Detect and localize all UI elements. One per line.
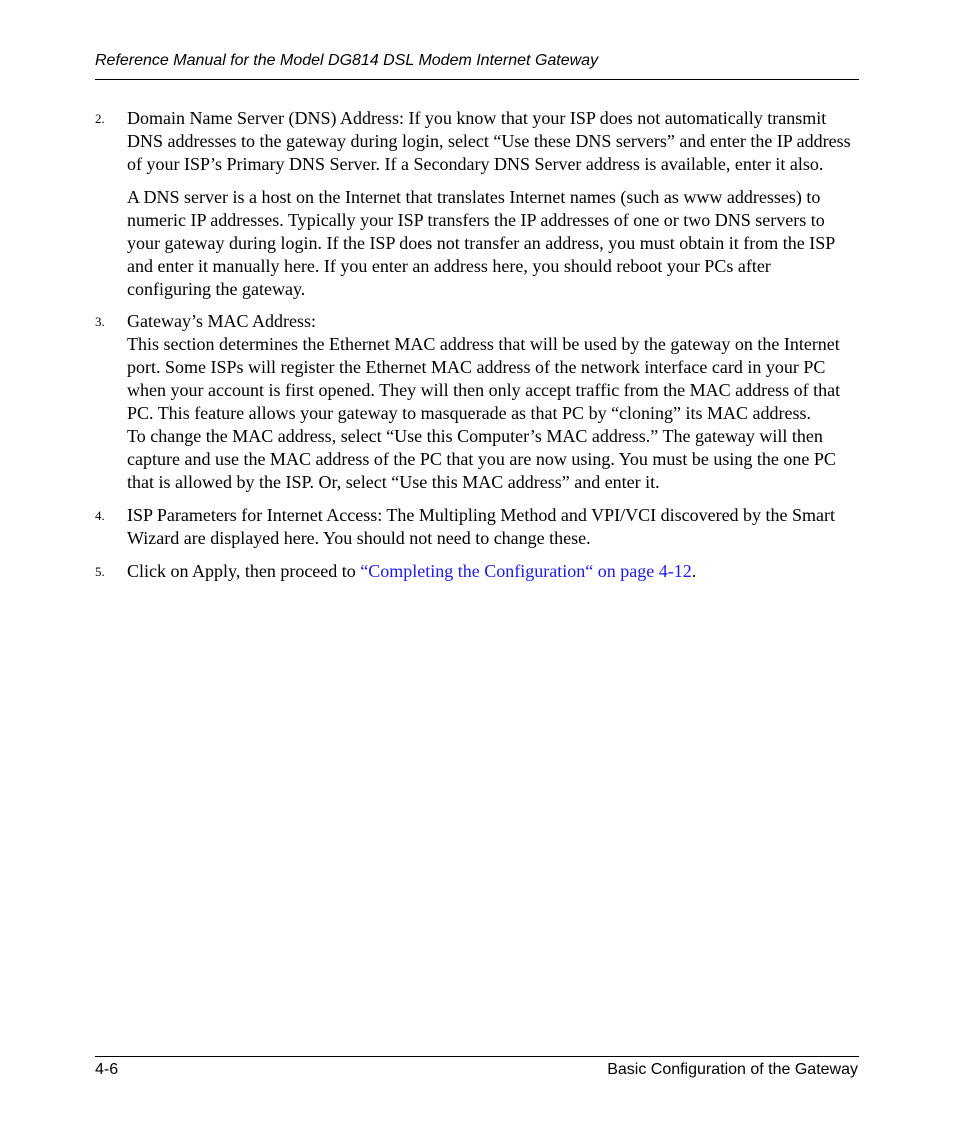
list-item-5: [95, 560, 858, 583]
footer-divider: [95, 1056, 859, 1057]
running-header: Reference Manual for the Model DG814 DSL Modem Internet Gateway: [95, 52, 599, 69]
item-number: 2.: [95, 111, 105, 126]
item-text-before: Click on Apply, then proceed to: [127, 561, 361, 581]
page-content: [95, 107, 858, 583]
section-title: Basic Configuration of the Gateway: [607, 1061, 858, 1078]
item-text: Domain Name Server (DNS) Address: If you know that your ISP does not automatically transmit DNS addresses to the gateway during login, select “Use these DNS servers” and enter the IP address of your ISP’s Primary DNS Server. If a Secondary DNS Server address is available, enter it also.: [127, 108, 851, 174]
item-text-after: .: [691, 561, 697, 581]
completing-configuration-link[interactable]: “Completing the Configuration“ on page 4-12: [360, 561, 692, 581]
list-item-4: [95, 504, 858, 550]
item-text: To change the MAC address, select “Use this Computer’s MAC address.” The gateway will then capture and use the MAC address of the PC that you are now using. You must be using the one PC that is allowed by the ISP. Or, select “Use this MAC address” and enter it.: [127, 426, 836, 492]
list-item-2: [95, 107, 858, 176]
item-heading: Gateway’s MAC Address:: [127, 311, 316, 331]
page-number: 4-6: [95, 1061, 119, 1078]
header-divider: [95, 79, 859, 80]
item-text: [127, 560, 858, 583]
item-number: 3.: [95, 314, 105, 329]
item-text: This section determines the Ethernet MAC address that will be used by the gateway on the Internet port. Some ISPs will register the Ethernet MAC address of the network interface card in your PC when your account is first opened. They will then only accept traffic from the MAC address of that PC. This feature allows your gateway to masquerade as that PC by “cloning” its MAC address.: [127, 334, 841, 423]
item-number: 4.: [95, 508, 105, 523]
dns-note: A DNS server is a host on the Internet that translates Internet names (such as www addresses) to numeric IP addresses. Typically your ISP transfers the IP addresses of one or two DNS servers to your gateway during login. If the ISP does not transfer an address, you must obtain it from the ISP and enter it manually here. If you enter an address here, you should reboot your PCs after configuring the gateway.: [127, 187, 835, 299]
item-number: 5.: [95, 564, 105, 579]
item-text: ISP Parameters for Internet Access: The Multipling Method and VPI/VCI discovered by the Smart Wizard are displayed here. You should not need to change these.: [127, 505, 836, 548]
list-item-3: [95, 310, 858, 494]
